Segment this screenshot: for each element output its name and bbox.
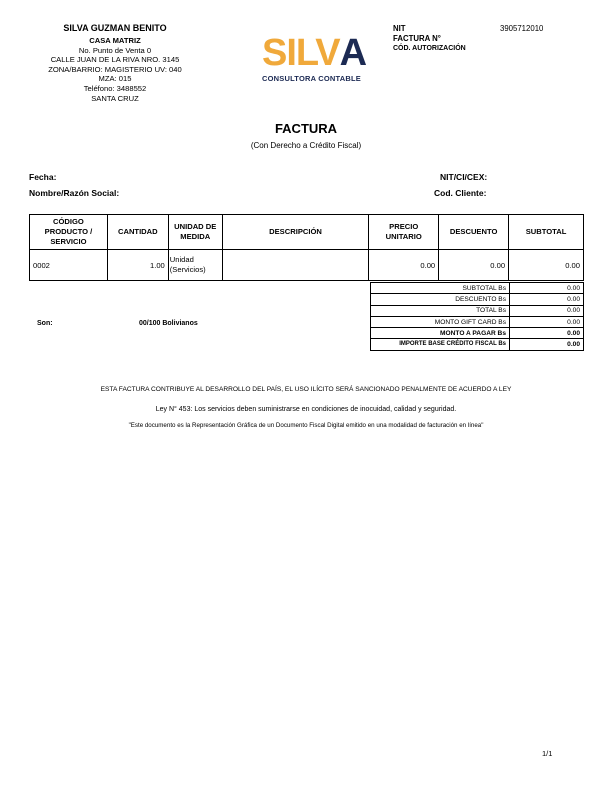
invoice-id-block [393,24,466,55]
issuer-branch: CASA MATRIZ [89,36,141,45]
issuer-block [20,23,210,103]
issuer-phone: Teléfono: 3488552 [83,83,147,93]
digital-document-notice: "Este documento es la Representación Gráfica de un Documento Fiscal Digital emitido en una modalidad de facturación en línea" [128,422,484,429]
totals-label: MONTO GIFT CARD Bs [371,316,510,327]
column-header: DESCRIPCIÓN [222,215,369,250]
document-title: FACTURA [274,121,338,136]
column-header: CANTIDAD [107,215,168,250]
totals-label: IMPORTE BASE CRÉDITO FISCAL Bs [371,339,510,350]
table-header-row [30,215,584,250]
logo-wordmark [262,32,367,74]
totals-row [371,339,584,350]
invoice-number-label: FACTURA N° [393,34,441,44]
totals-label: DESCUENTO Bs [371,294,510,305]
totals-value: 0.00 [510,339,584,350]
totals-label: SUBTOTAL Bs [371,283,510,294]
unit-price-cell: 0.00 [369,250,439,281]
totals-row [371,305,584,316]
product-code-cell: 0002 [30,250,108,281]
legal-notice: ESTA FACTURA CONTRIBUYE AL DESARROLLO DEL PAÍS, EL USO ILÍCITO SERÁ SANCIONADO PENALMENTE DE ACUERDO A LEY [100,386,512,393]
law-453-notice: Ley N° 453: Los servicios deben suministrarse en condiciones de inocuidad, calidad y seguridad. [155,406,457,413]
totals-value: 0.00 [510,283,584,294]
issuer-name: SILVA GUZMAN BENITO [63,23,167,33]
description-cell [222,250,369,281]
discount-cell: 0.00 [439,250,509,281]
issuer-city: SANTA CRUZ [91,93,139,103]
customer-name-label: Nombre/Razón Social: [29,188,120,198]
unit-cell: Unidad (Servicios) [168,250,222,281]
quantity-cell: 1.00 [107,250,168,281]
amount-words-value: 00/100 Bolivianos [139,320,198,327]
table-row [30,250,584,281]
totals-label: MONTO A PAGAR Bs [371,328,510,339]
authorization-code-label: CÓD. AUTORIZACIÓN [393,45,466,53]
column-header: UNIDAD DE MEDIDA [168,215,222,250]
issuer-block-number: MZA: 015 [98,74,132,84]
client-code-label: Cod. Cliente: [434,188,487,198]
logo-word-left: SILV [262,32,340,74]
totals-row [371,283,584,294]
date-label: Fecha: [29,172,57,182]
items-table [29,214,584,281]
totals-row [371,316,584,327]
issuer-zone: ZONA/BARRIO: MAGISTERIO UV: 040 [48,64,182,74]
totals-value: 0.00 [510,294,584,305]
nit-label: NIT [393,24,406,33]
amount-words-label: Son: [37,320,53,327]
nit-value: 3905712010 [500,24,544,33]
logo-word-right: A [339,32,367,74]
logo-tagline: CONSULTORA CONTABLE [262,74,361,83]
totals-value: 0.00 [510,316,584,327]
column-header: SUBTOTAL [509,215,584,250]
issuer-sale-point: No. Punto de Venta 0 [78,45,152,55]
totals-value: 0.00 [510,328,584,339]
totals-value: 0.00 [510,305,584,316]
issuer-street: CALLE JUAN DE LA RIVA NRO. 3145 [50,55,180,65]
document-subtitle: (Con Derecho a Crédito Fiscal) [250,141,362,150]
nit-ci-label: NIT/CI/CEX: [440,172,488,182]
column-header: CÓDIGO PRODUCTO / SERVICIO [30,215,108,250]
totals-row [371,294,584,305]
company-logo [262,32,367,92]
column-header: PRECIO UNITARIO [369,215,439,250]
column-header: DESCUENTO [439,215,509,250]
totals-row [371,328,584,339]
page-number: 1/1 [542,749,553,758]
totals-table [370,282,584,351]
totals-label: TOTAL Bs [371,305,510,316]
subtotal-cell: 0.00 [509,250,584,281]
